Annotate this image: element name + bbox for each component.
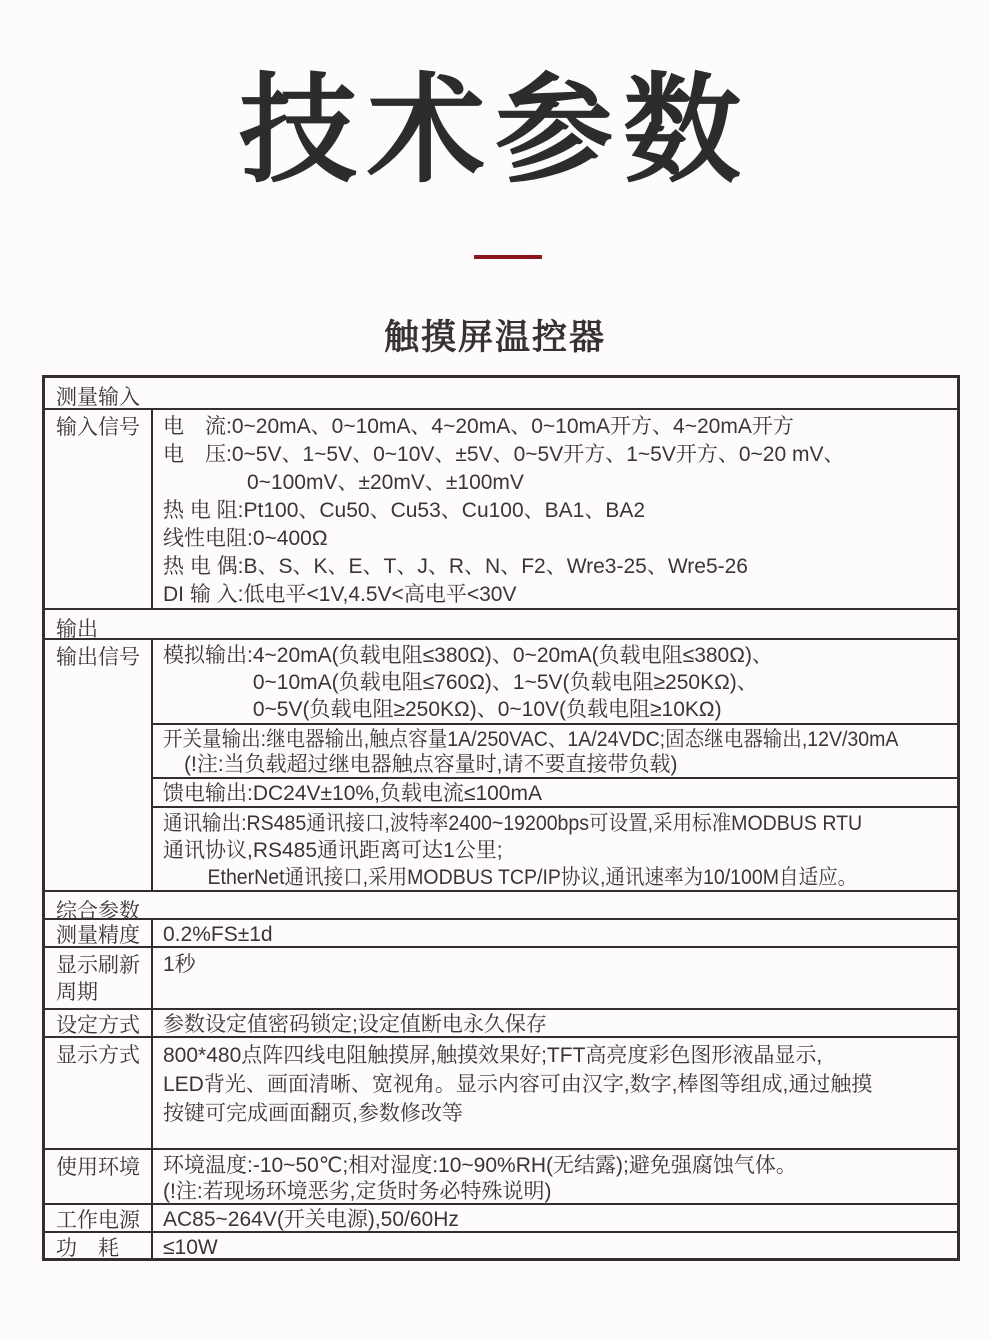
spec-line-comm-2: 通讯协议,RS485通讯距离可达1公里; [163,839,503,862]
section-header-measure-input: 测量输入 [56,386,140,409]
output-signal-row [45,638,957,890]
refresh-label-line1: 显示刷新 [56,954,140,977]
page-subtitle: 触摸屏温控器 [383,318,606,357]
input-signal-label: 输入信号 [45,410,153,608]
spec-line-voltage: 电 压:0~5V、1~5V、0~10V、±5V、0~5V开方、1~5V开方、0~20 mV、 [163,443,845,466]
display-line-1: 800*480点阵四线电阻触摸屏,触摸效果好;TFT高亮度彩色图形液晶显示, [163,1044,823,1067]
title-divider [474,255,542,259]
section-header-general: 综合参数 [45,890,957,918]
accuracy-value: 0.2%FS±1d [163,923,273,946]
refresh-label [45,948,153,1008]
refresh-value: 1秒 [163,953,196,976]
power-value: AC85~264V(开关电源),50/60Hz [163,1208,459,1231]
spec-line-thermocouple: 热 电 偶:B、S、K、E、T、J、R、N、F2、Wre3-25、Wre5-26 [163,555,748,578]
output-signal-subrows [153,640,957,890]
section-header-output: 输出 [45,608,957,638]
spec-line-feed: 馈电输出:DC24V±10%,负载电流≤100mA [163,782,542,805]
environment-row [45,1148,957,1203]
spec-line-switch-note: (!注:当负载超过继电器触点容量时,请不要直接带负载) [163,753,678,776]
power-label: 工作电源 [45,1205,153,1231]
spec-line-rtd: 热 电 阻:Pt100、Cu50、Cu53、Cu100、BA1、BA2 [163,499,646,522]
environment-label: 使用环境 [45,1150,153,1203]
analog-output-block [153,640,957,723]
spec-line-linear-res: 线性电阻:0~400Ω [163,527,328,550]
display-line-3: 按键可完成画面翻页,参数修改等 [163,1102,463,1125]
power-row [45,1203,957,1231]
environment-line-2: (!注:若现场环境恶劣,定货时务必特殊说明) [163,1180,552,1203]
switch-output-block [153,723,957,777]
display-row [45,1036,957,1148]
display-line-2: LED背光、画面清晰、宽视角。显示内容可由汉字,数字,棒图等组成,通过触摸 [163,1073,873,1096]
input-signal-value [153,410,957,608]
wattage-row [45,1231,957,1258]
spec-line-switch-1: 开关量输出:继电器输出,触点容量1A/250VAC、1A/24VDC;固态继电器输出,12V/30mA [163,728,899,751]
refresh-row [45,946,957,1008]
setting-value: 参数设定值密码锁定;设定值断电永久保存 [163,1013,547,1036]
page-title: 技术参数 [238,65,751,197]
spec-line-comm-3: EtherNet通讯接口,采用MODBUS TCP/IP协议,通讯速率为10/100M自适应。 [163,866,858,889]
spec-table [42,375,960,1261]
setting-label: 设定方式 [45,1010,153,1036]
refresh-label-line2: 周期 [56,981,98,1004]
spec-line-di-input: DI 输 入:低电平<1V,4.5V<高电平<30V [163,583,517,606]
wattage-value: ≤10W [163,1236,218,1259]
spec-line-comm-1: 通讯输出:RS485通讯接口,波特率2400~19200bps可设置,采用标准MODBUS RTU [163,812,863,835]
output-signal-label: 输出信号 [45,640,153,890]
input-signal-row [45,408,957,608]
feed-output-block [153,777,957,806]
spec-line-analog-2: 0~10mA(负载电阻≤760Ω)、1~5V(负载电阻≥250KΩ)、 [163,671,758,694]
wattage-label: 功 耗 [45,1233,153,1258]
display-label: 显示方式 [45,1038,153,1148]
spec-line-analog-3: 0~5V(负载电阻≥250KΩ)、0~10V(负载电阻≥10KΩ) [163,698,722,721]
spec-line-current: 电 流:0~20mA、0~10mA、4~20mA、0~10mA开方、4~20mA开方 [163,415,794,438]
setting-row [45,1008,957,1036]
comm-output-block [153,806,957,891]
accuracy-row [45,918,957,946]
accuracy-label: 测量精度 [45,920,153,946]
environment-line-1: 环境温度:-10~50℃;相对湿度:10~90%RH(无结露);避免强腐蚀气体。 [163,1154,797,1177]
spec-line-analog-1: 模拟输出:4~20mA(负载电阻≤380Ω)、0~20mA(负载电阻≤380Ω)、 [163,644,773,667]
spec-line-voltage-2: 0~100mV、±20mV、±100mV [163,471,524,494]
